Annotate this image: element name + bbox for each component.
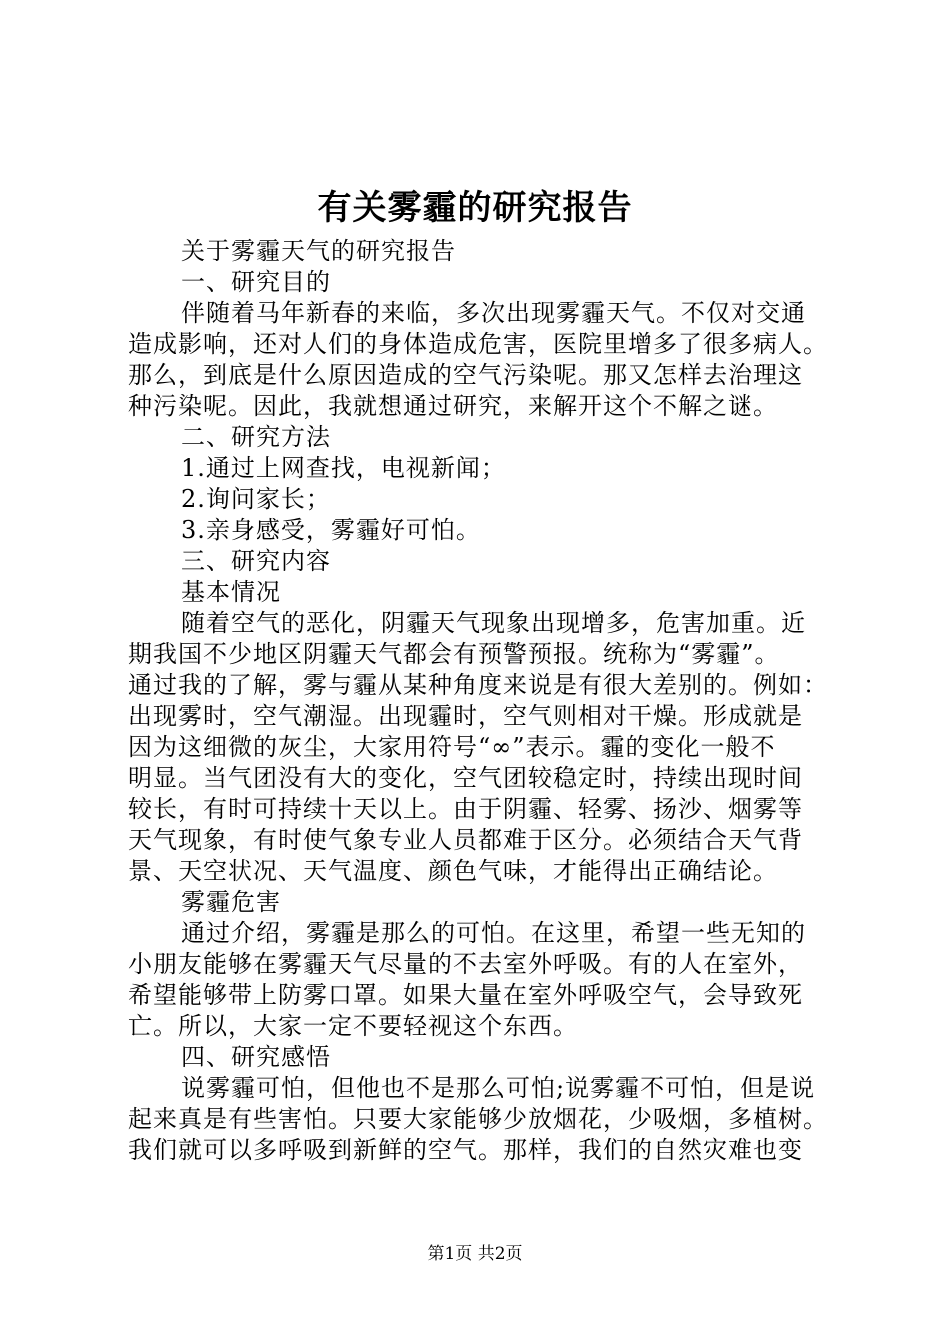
text-line: 天气现象，有时使气象专业人员都难于区分。必须结合天气背 <box>128 826 803 854</box>
text-line: 说雾霾可怕，但他也不是那么可怕;说雾霾不可怕，但是说 <box>181 1074 816 1102</box>
text-line: 通过介绍，雾霾是那么的可怕。在这里，希望一些无知的 <box>181 919 806 947</box>
text-line: 景、天空状况、天气温度、颜色气味，才能得出正确结论。 <box>128 857 778 885</box>
text-line: 我们就可以多呼吸到新鲜的空气。那样，我们的自然灾难也变 <box>128 1136 803 1164</box>
text-line: 3.亲身感受，雾霾好可怕。 <box>181 516 481 544</box>
text-line: 亡。所以，大家一定不要轻视这个东西。 <box>128 1012 578 1040</box>
text-line: 种污染呢。因此，我就想通过研究，来解开这个不解之谜。 <box>128 392 778 420</box>
text-line: 较长，有时可持续十天以上。由于阴霾、轻雾、扬沙、烟雾等 <box>128 795 803 823</box>
text-line: 一、研究目的 <box>181 268 331 296</box>
text-line: 希望能够带上防雾口罩。如果大量在室外呼吸空气，会导致死 <box>128 981 803 1009</box>
text-line: 通过我的了解，雾与霾从某种角度来说是有很大差别的。例如： <box>128 671 828 699</box>
text-line: 期我国不少地区阴霾天气都会有预警预报。统称为“雾霾”。 <box>128 640 780 668</box>
text-line: 因为这细微的灰尘，大家用符号“∞”表示。霾的变化一般不 <box>128 733 776 761</box>
text-line: 四、研究感悟 <box>181 1043 331 1071</box>
text-line: 小朋友能够在雾霾天气尽量的不去室外呼吸。有的人在室外， <box>128 950 803 978</box>
text-line: 伴随着马年新春的来临，多次出现雾霾天气。不仅对交通 <box>181 299 806 327</box>
page-footer: 第1页 共2页 <box>427 1244 523 1264</box>
text-line: 起来真是有些害怕。只要大家能够少放烟花，少吸烟，多植树。 <box>128 1105 828 1133</box>
document-body <box>128 236 828 1166</box>
text-line: 出现雾时，空气潮湿。出现霾时，空气则相对干燥。形成就是 <box>128 702 803 730</box>
text-line: 关于雾霾天气的研究报告 <box>181 237 456 265</box>
text-line: 三、研究内容 <box>181 547 331 575</box>
text-line: 造成影响，还对人们的身体造成危害，医院里增多了很多病人。 <box>128 330 828 358</box>
text-line: 1.通过上网查找，电视新闻； <box>181 454 506 482</box>
text-line: 明显。当气团没有大的变化，空气团较稳定时，持续出现时间 <box>128 764 803 792</box>
text-line: 随着空气的恶化，阴霾天气现象出现增多，危害加重。近 <box>181 609 806 637</box>
document-title: 有关雾霾的研究报告 <box>317 188 633 228</box>
text-line: 雾霾危害 <box>181 888 281 916</box>
text-line: 那么，到底是什么原因造成的空气污染呢。那又怎样去治理这 <box>128 361 803 389</box>
text-line: 基本情况 <box>181 578 281 606</box>
text-line: 2.询问家长； <box>181 485 331 513</box>
text-line: 二、研究方法 <box>181 423 331 451</box>
